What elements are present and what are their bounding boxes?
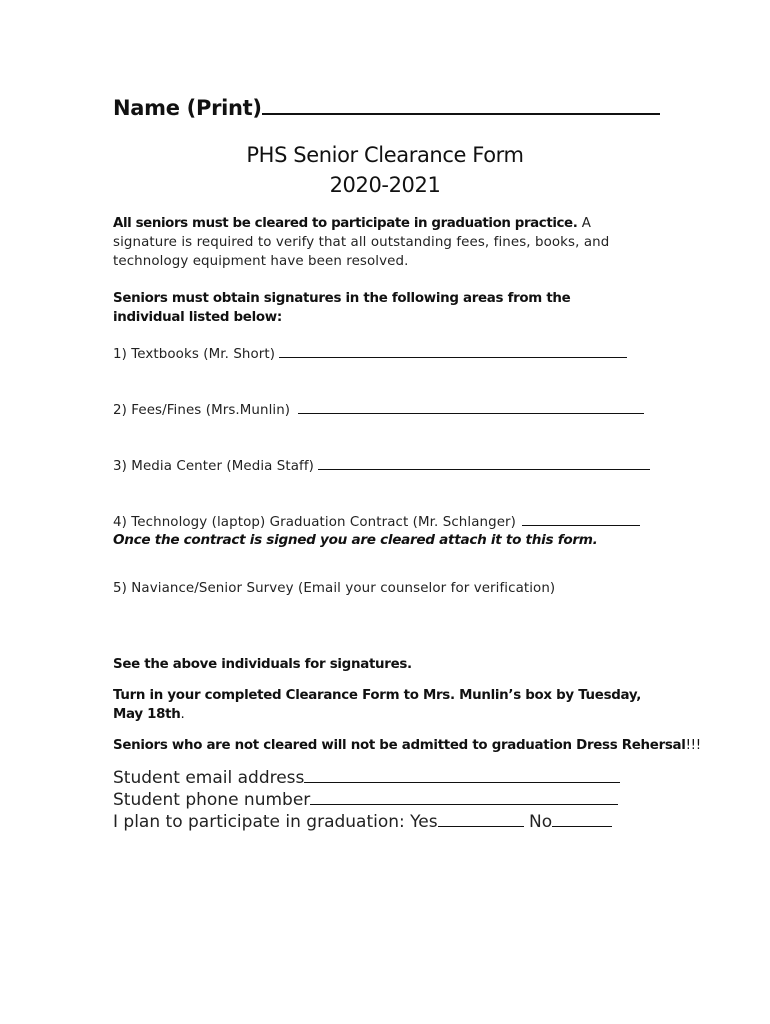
form-title: PHS Senior Clearance Form — [246, 143, 524, 167]
student-phone-field[interactable] — [310, 789, 618, 805]
turn-in-instructions — [113, 686, 648, 724]
turn-in-tail: . — [180, 707, 185, 722]
not-cleared-text: Seniors who are not cleared will not be admitted to graduation Dress Rehersal — [113, 738, 686, 753]
not-cleared-tail: !!! — [685, 738, 701, 753]
graduation-no-field[interactable] — [552, 811, 612, 827]
graduation-yes-field[interactable] — [438, 811, 524, 827]
textbooks-label: 1) Textbooks (Mr. Short) — [113, 347, 276, 362]
obtain-signatures-instructions: Seniors must obtain signatures in the following areas from the individual listed below: — [113, 291, 571, 325]
media-center-label: 3) Media Center (Media Staff) — [113, 459, 315, 474]
intro-lead: All seniors must be cleared to participate in graduation practice. — [113, 216, 578, 231]
technology-signature-row — [113, 513, 640, 530]
student-email-label: Student email address — [113, 768, 305, 788]
fees-fines-signature-row — [113, 401, 644, 418]
turn-in-text: Turn in your completed Clearance Form to Mrs. Munlin’s box by Tuesday, May 18th — [113, 688, 642, 722]
name-print-field[interactable] — [113, 93, 660, 120]
technology-label: 4) Technology (laptop) Graduation Contract (Mr. Schlanger) — [113, 515, 516, 530]
name-print-blank[interactable] — [262, 93, 660, 115]
form-year: 2020-2021 — [329, 173, 441, 197]
not-cleared-warning — [113, 736, 701, 755]
fees-fines-signature-line[interactable] — [298, 401, 644, 414]
media-center-signature-row — [113, 457, 650, 474]
technology-signature-line[interactable] — [522, 513, 640, 526]
fees-fines-label: 2) Fees/Fines (Mrs.Munlin) — [113, 403, 291, 418]
student-email-field[interactable] — [304, 767, 620, 783]
intro-paragraph — [113, 214, 653, 271]
media-center-signature-line[interactable] — [318, 457, 650, 470]
graduation-plan-row — [113, 811, 612, 833]
name-print-label: Name (Print) — [113, 96, 262, 120]
naviance-survey-row — [113, 581, 555, 596]
see-above-note: See the above individuals for signatures. — [113, 657, 412, 672]
contract-note: Once the contract is signed you are cleared attach it to this form. — [113, 532, 598, 548]
student-email-row — [113, 767, 620, 789]
intro-rest: A signature is required to verify that all outstanding fees, fines, books, and technology equipment have been resolved. — [113, 216, 610, 269]
student-phone-row — [113, 789, 618, 811]
graduation-plan-label: I plan to participate in graduation: Yes — [113, 812, 438, 832]
textbooks-signature-line[interactable] — [279, 345, 627, 358]
graduation-no-label: No — [523, 812, 553, 832]
naviance-label: 5) Naviance/Senior Survey (Email your counselor for verification) — [113, 581, 556, 596]
student-phone-label: Student phone number — [113, 790, 311, 810]
textbooks-signature-row — [113, 345, 627, 362]
